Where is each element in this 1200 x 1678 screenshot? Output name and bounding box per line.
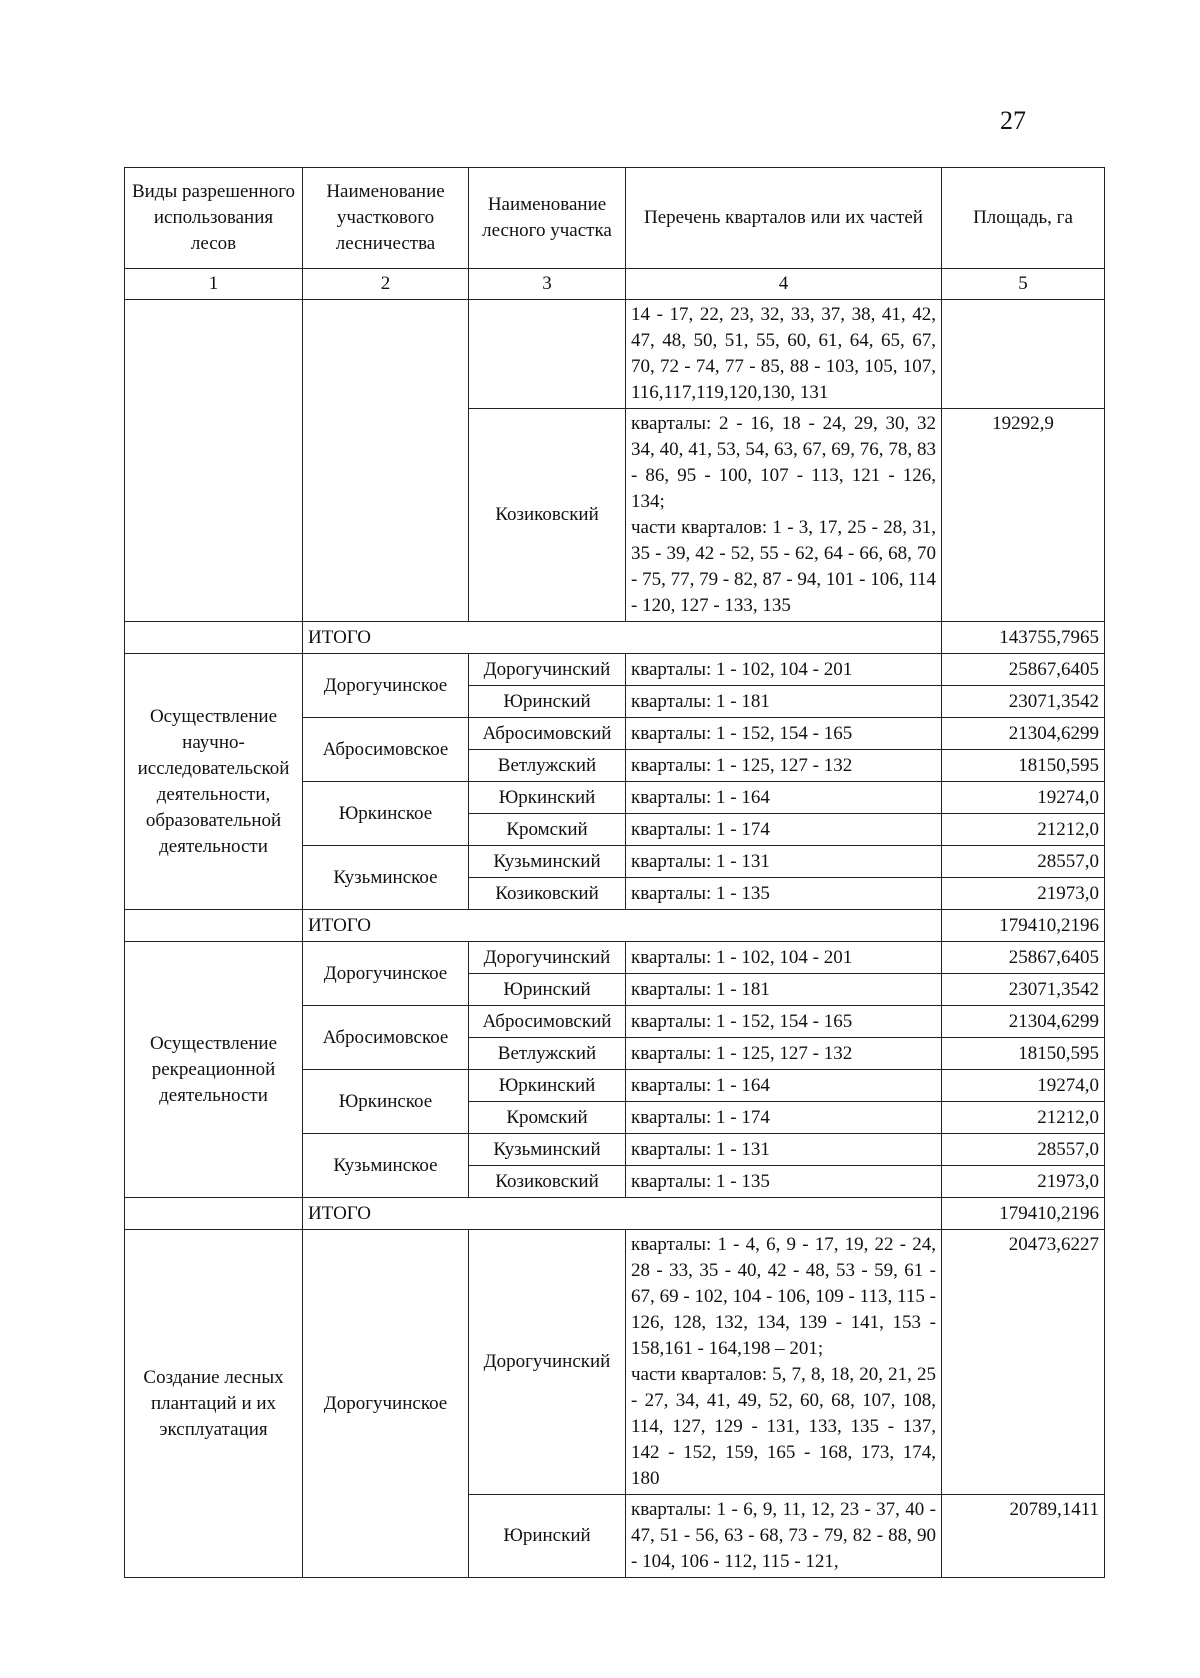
plot-cell: Дорогучинский	[469, 942, 626, 974]
plot-cell: Ветлужский	[469, 1038, 626, 1070]
forestry-cell: Кузьминское	[303, 846, 469, 910]
total-row	[125, 910, 1105, 942]
use-type-cell	[125, 300, 303, 622]
total-label: ИТОГО	[303, 622, 942, 654]
forestry-cell	[303, 300, 469, 622]
forestry-cell: Дорогучинское	[303, 942, 469, 1006]
forestry-cell: Абросимовское	[303, 718, 469, 782]
area-cell: 19274,0	[942, 782, 1105, 814]
area-cell: 25867,6405	[942, 654, 1105, 686]
quarters-cell: кварталы: 1 - 181	[626, 974, 942, 1006]
table-row	[125, 942, 1105, 974]
total-area: 179410,2196	[942, 910, 1105, 942]
total-area: 143755,7965	[942, 622, 1105, 654]
forestry-cell: Юркинское	[303, 1070, 469, 1134]
quarters-cell: кварталы: 1 - 6, 9, 11, 12, 23 - 37, 40 - 47, 51 - 56, 63 - 68, 73 - 79, 82 - 88, 90 - 104, 106 - 112, 115 - 121,	[626, 1495, 942, 1578]
column-number: 2	[303, 269, 469, 300]
area-cell: 21973,0	[942, 878, 1105, 910]
forestry-cell: Абросимовское	[303, 1006, 469, 1070]
use-type-cell	[125, 1198, 303, 1230]
plot-cell: Кузьминский	[469, 846, 626, 878]
column-number: 1	[125, 269, 303, 300]
area-cell: 25867,6405	[942, 942, 1105, 974]
area-cell: 20473,6227	[942, 1230, 1105, 1495]
quarters-cell	[626, 1230, 942, 1495]
header-use-type: Виды разрешенного использования лесов	[125, 168, 303, 269]
area-cell: 28557,0	[942, 846, 1105, 878]
area-cell: 21973,0	[942, 1166, 1105, 1198]
total-label: ИТОГО	[303, 910, 942, 942]
total-area: 179410,2196	[942, 1198, 1105, 1230]
column-number: 4	[626, 269, 942, 300]
plot-cell: Юринский	[469, 1495, 626, 1578]
total-label: ИТОГО	[303, 1198, 942, 1230]
quarters-cell: кварталы: 1 - 102, 104 - 201	[626, 942, 942, 974]
table-header-row	[125, 168, 1105, 269]
quarters-cell: кварталы: 1 - 125, 127 - 132	[626, 1038, 942, 1070]
plot-cell: Кромский	[469, 1102, 626, 1134]
column-number: 3	[469, 269, 626, 300]
plot-cell: Юркинский	[469, 1070, 626, 1102]
quarters-cell: кварталы: 1 - 102, 104 - 201	[626, 654, 942, 686]
forestry-cell: Дорогучинское	[303, 654, 469, 718]
area-cell: 21304,6299	[942, 718, 1105, 750]
use-type-cell: Осуществление рекреационной деятельности	[125, 942, 303, 1198]
quarters-cell: кварталы: 1 - 181	[626, 686, 942, 718]
use-type-cell: Создание лесных плантаций и их эксплуатация	[125, 1230, 303, 1578]
plot-cell: Козиковский	[469, 1166, 626, 1198]
plot-cell: Юринский	[469, 686, 626, 718]
quarters-cell: кварталы: 1 - 164	[626, 782, 942, 814]
page-number: 27	[1000, 106, 1026, 135]
area-cell	[942, 300, 1105, 409]
area-cell: 28557,0	[942, 1134, 1105, 1166]
quarters-cell: кварталы: 1 - 174	[626, 814, 942, 846]
area-cell: 23071,3542	[942, 686, 1105, 718]
header-plot: Наименование лесного участка	[469, 168, 626, 269]
header-area: Площадь, га	[942, 168, 1105, 269]
area-cell: 21212,0	[942, 814, 1105, 846]
forestry-cell: Юркинское	[303, 782, 469, 846]
plot-cell: Кузьминский	[469, 1134, 626, 1166]
total-row	[125, 622, 1105, 654]
plot-cell	[469, 300, 626, 409]
table-row	[125, 654, 1105, 686]
plot-cell: Дорогучинский	[469, 1230, 626, 1495]
plot-cell: Юринский	[469, 974, 626, 1006]
use-type-cell	[125, 910, 303, 942]
quarters-cell: кварталы: 1 - 164	[626, 1070, 942, 1102]
area-cell: 21212,0	[942, 1102, 1105, 1134]
quarters-cell: кварталы: 1 - 125, 127 - 132	[626, 750, 942, 782]
plot-cell: Кромский	[469, 814, 626, 846]
plot-cell: Козиковский	[469, 409, 626, 622]
quarters-cell: кварталы: 1 - 152, 154 - 165	[626, 718, 942, 750]
area-cell: 20789,1411	[942, 1495, 1105, 1578]
table-row	[125, 300, 1105, 409]
quarters-cell: кварталы: 1 - 135	[626, 878, 942, 910]
forestry-cell: Дорогучинское	[303, 1230, 469, 1578]
use-type-cell	[125, 622, 303, 654]
plot-cell: Юркинский	[469, 782, 626, 814]
area-cell: 19292,9	[942, 409, 1105, 622]
header-forestry: Наименование участкового лесничества	[303, 168, 469, 269]
quarters-cell: кварталы: 1 - 131	[626, 846, 942, 878]
quarters-cell: кварталы: 1 - 174	[626, 1102, 942, 1134]
quarters-cell	[626, 409, 942, 622]
area-cell: 19274,0	[942, 1070, 1105, 1102]
total-row	[125, 1198, 1105, 1230]
quarters-cell: кварталы: 1 - 135	[626, 1166, 942, 1198]
area-cell: 18150,595	[942, 1038, 1105, 1070]
plot-cell: Абросимовский	[469, 718, 626, 750]
column-numbers-row	[125, 269, 1105, 300]
area-cell: 23071,3542	[942, 974, 1105, 1006]
area-cell: 18150,595	[942, 750, 1105, 782]
quarters-cell: кварталы: 1 - 152, 154 - 165	[626, 1006, 942, 1038]
plot-cell: Дорогучинский	[469, 654, 626, 686]
forest-use-table	[124, 167, 1105, 1578]
quarters-cell: 14 - 17, 22, 23, 32, 33, 37, 38, 41, 42, 47, 48, 50, 51, 55, 60, 61, 64, 65, 67, 70, 72 - 74, 77 - 85, 88 - 103, 105, 107, 116,117,119,120,130, 131	[626, 300, 942, 409]
plot-cell: Абросимовский	[469, 1006, 626, 1038]
area-cell: 21304,6299	[942, 1006, 1105, 1038]
header-quarters: Перечень кварталов или их частей	[626, 168, 942, 269]
quarters-list: кварталы: 2 - 16, 18 - 24, 29, 30, 32 34, 40, 41, 53, 54, 63, 67, 69, 76, 78, 83 - 86, 95 - 100, 107 - 113, 121 - 126, 134;	[631, 413, 936, 512]
quarter-parts-list: части кварталов: 5, 7, 8, 18, 20, 21, 25 - 27, 34, 41, 49, 52, 60, 68, 107, 108, 114, 127, 129 - 131, 133, 135 - 137, 142 - 152, 159, 165 - 168, 173, 174, 180	[631, 1364, 936, 1489]
forestry-cell: Кузьминское	[303, 1134, 469, 1198]
column-number: 5	[942, 269, 1105, 300]
plot-cell: Козиковский	[469, 878, 626, 910]
table-row	[125, 1230, 1105, 1495]
plot-cell: Ветлужский	[469, 750, 626, 782]
quarter-parts-list: части кварталов: 1 - 3, 17, 25 - 28, 31, 35 - 39, 42 - 52, 55 - 62, 64 - 66, 68, 70 - 75, 77, 79 - 82, 87 - 94, 101 - 106, 114 - 120, 127 - 133, 135	[631, 517, 936, 616]
quarters-cell: кварталы: 1 - 131	[626, 1134, 942, 1166]
quarters-list: кварталы: 1 - 4, 6, 9 - 17, 19, 22 - 24, 28 - 33, 35 - 40, 42 - 48, 53 - 59, 61 - 67, 69 - 102, 104 - 106, 109 - 113, 115 - 126, 128, 132, 134, 139 - 141, 153 - 158,161 - 164,198 – 201;	[631, 1234, 936, 1359]
use-type-cell: Осуществление научно-исследовательской деятельности, образовательной деятельности	[125, 654, 303, 910]
